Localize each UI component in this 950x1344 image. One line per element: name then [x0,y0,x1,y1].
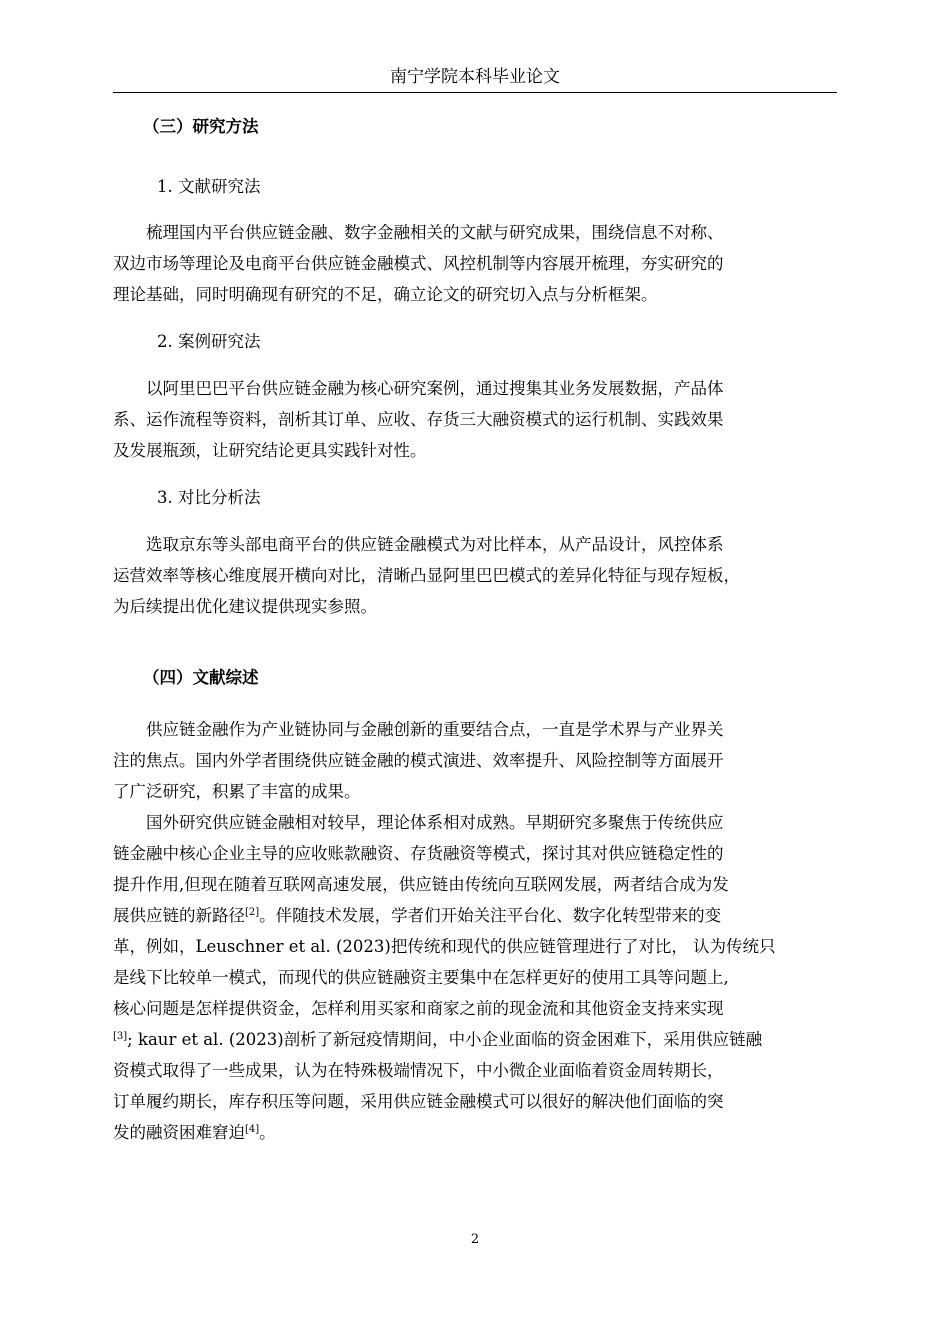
text-segment: 。伴随技术发展，学者们开始关注平台化、数字化转型带来的变 [259,906,722,925]
text-line: 选取京东等头部电商平台的供应链金融模式为对比样本，从产品设计，风控体系 [146,535,724,554]
text-line: 订单履约期长，库存积压等问题，采用供应链金融模式可以很好的解决他们面临的突 [113,1092,724,1111]
text-line [113,1117,837,1148]
text-line: 注的焦点。国内外学者围绕供应链金融的模式演进、效率提升、风险控制等方面展开 [113,751,724,770]
text-line [113,1024,837,1055]
paragraph-case-study [113,373,837,466]
text-line: 双边市场等理论及电商平台供应链金融模式、风控机制等内容展开梳理，夯实研究的 [113,254,724,273]
subheading-comparative-analysis: 3. 对比分析法 [157,488,261,507]
text-segment: ; kaur et al. (2023)剖析了新冠疫情期间，中小企业面临的资金困难下，采用供应链融 [127,1030,763,1049]
text-segment: 发的融资困难窘迫 [113,1123,245,1142]
text-segment: 展供应链的新路径 [113,906,245,925]
text-line [113,900,837,931]
section-heading-literature-review: （四）文献综述 [143,668,259,687]
text-line: 提升作用,但现在随着互联网高速发展，供应链由传统向互联网发展，两者结合成为发 [113,875,729,894]
text-line: 链金融中核心企业主导的应收账款融资、存货融资等模式，探讨其对供应链稳定性的 [113,844,724,863]
text-line: 核心问题是怎样提供资金，怎样利用买家和商家之前的现金流和其他资金支持来实现 [113,999,724,1018]
text-line: 理论基础，同时明确现有研究的不足，确立论文的研究切入点与分析框架。 [113,285,658,304]
page-number: 2 [470,1232,480,1247]
text-line: 革，例如，Leuschner et al. (2023)把传统和现代的供应链管理进行了对比， 认为传统只 [113,937,776,956]
text-line: 以阿里巴巴平台供应链金融为核心研究案例，通过搜集其业务发展数据，产品体 [146,379,724,398]
paragraph-literature-research [113,217,837,310]
running-header: 南宁学院本科毕业论文 [390,67,560,87]
text-line: 系、运作流程等资料，剖析其订单、应收、存货三大融资模式的运行机制、实践效果 [113,410,724,429]
page-body [113,112,837,1148]
subheading-case-study: 2. 案例研究法 [157,332,261,351]
text-line: 梳理国内平台供应链金融、数字金融相关的文献与研究成果，围绕信息不对称、 [146,223,724,242]
text-line: 运营效率等核心维度展开横向对比，清晰凸显阿里巴巴模式的差异化特征与现存短板， [113,566,740,585]
text-line: 是线下比较单一模式，而现代的供应链融资主要集中在怎样更好的使用工具等问题上, [113,968,729,987]
paragraph-review-intro [113,714,837,807]
text-line: 了广泛研究，积累了丰富的成果。 [113,782,361,801]
header-rule [113,92,837,93]
text-line: 为后续提出优化建议提供现实参照。 [113,597,377,616]
citation-ref-2: [2] [245,907,260,918]
paragraph-comparative-analysis [113,529,837,622]
subheading-literature-research: 1. 文献研究法 [157,177,261,196]
text-line: 国外研究供应链金融相对较早，理论体系相对成熟。早期研究多聚焦于传统供应 [146,813,724,832]
text-line: 及发展瓶颈，让研究结论更具实践针对性。 [113,441,427,460]
section-heading-research-methods: （三）研究方法 [143,117,259,136]
citation-ref-3: [3] [113,1031,128,1042]
text-line: 供应链金融作为产业链协同与金融创新的重要结合点，一直是学术界与产业界关 [146,720,724,739]
citation-ref-4: [4] [245,1124,260,1135]
text-segment: 。 [259,1123,276,1142]
paragraph-foreign-research [113,807,837,1148]
text-line: 资模式取得了一些成果，认为在特殊极端情况下，中小微企业面临着资金周转期长， [113,1061,724,1080]
